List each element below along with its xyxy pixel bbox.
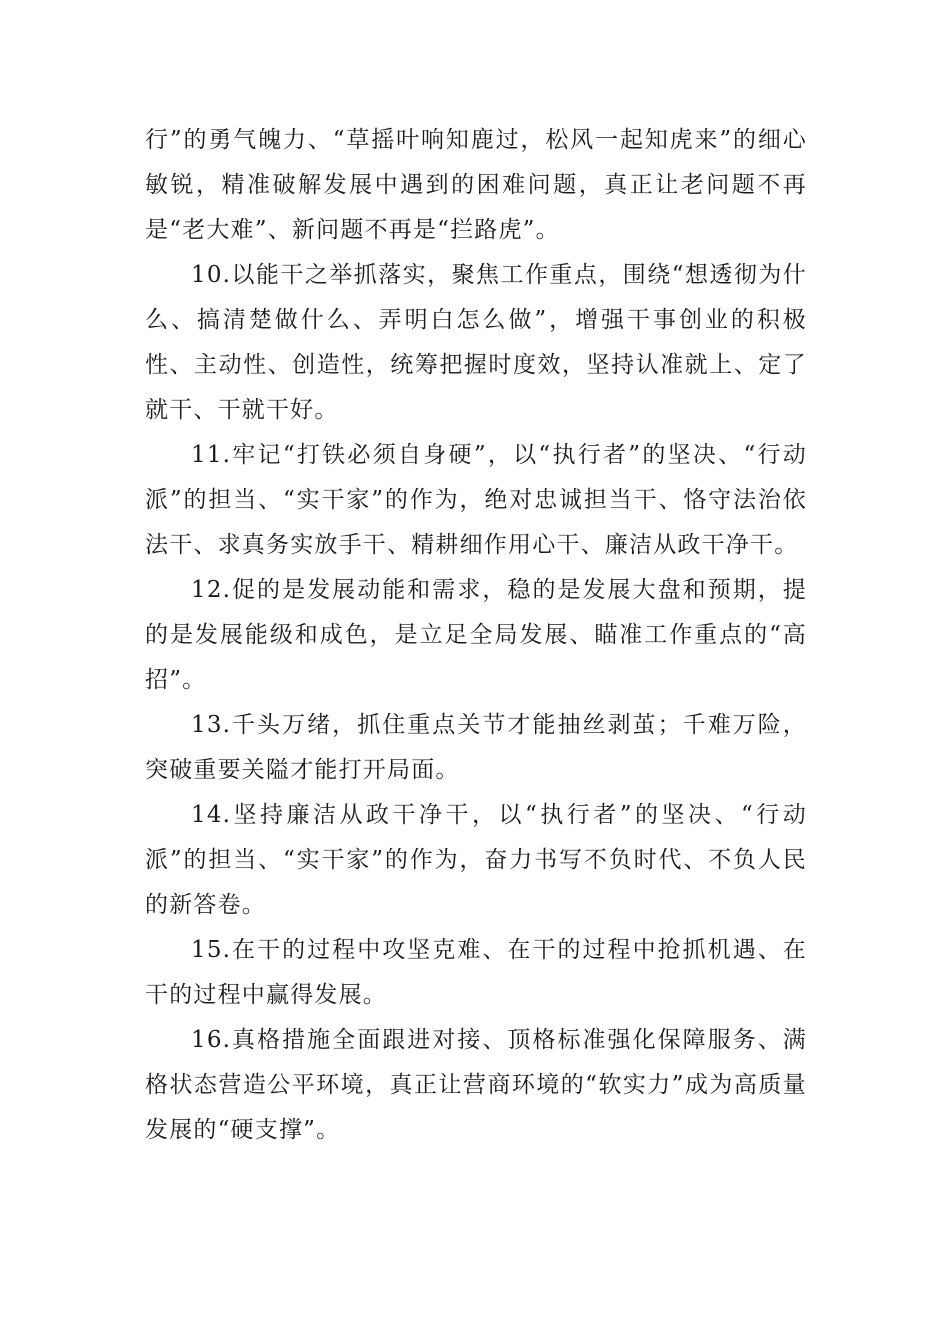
paragraph-item-15: 15.在干的过程中攻坚克难、在干的过程中抢抓机遇、在干的过程中赢得发展。 — [145, 937, 807, 1008]
document-body — [145, 118, 807, 1153]
paragraph-item-13: 13.千头万绪，抓住重点关节才能抽丝剥茧；千难万险，突破重要关隘才能打开局面。 — [145, 712, 807, 783]
paragraph-item-12: 12.促的是发展动能和需求，稳的是发展大盘和预期，提的是发展能级和成色，是立足全局发展、瞄准工作重点的“高招”。 — [145, 577, 807, 693]
paragraph-item-16: 16.真格措施全面跟进对接、顶格标准强化保障服务、满格状态营造公平环境，真正让营商环境的“软实力”成为高质量发展的“硬支撑”。 — [145, 1027, 807, 1143]
paragraph-item-11: 11.牢记“打铁必须自身硬”，以“执行者”的坚决、“行动派”的担当、“实干家”的作为，绝对忠诚担当干、恪守法治依法干、求真务实放手干、精耕细作用心干、廉洁从政干净干。 — [145, 442, 807, 558]
paragraph-item-14: 14.坚持廉洁从政干净干，以“执行者”的坚决、“行动派”的担当、“实干家”的作为，奋力书写不负时代、不负人民的新答卷。 — [145, 802, 807, 918]
paragraph-continuation: 行”的勇气魄力、“草摇叶响知鹿过，松风一起知虎来”的细心敏锐，精准破解发展中遇到的困难问题，真正让老问题不再是“老大难”、新问题不再是“拦路虎”。 — [145, 127, 807, 243]
paragraph-item-10: 10.以能干之举抓落实，聚焦工作重点，围绕“想透彻为什么、搞清楚做什么、弄明白怎么做”，增强干事创业的积极性、主动性、创造性，统筹把握时度效，坚持认准就上、定了就干、干就干好。 — [145, 262, 807, 423]
